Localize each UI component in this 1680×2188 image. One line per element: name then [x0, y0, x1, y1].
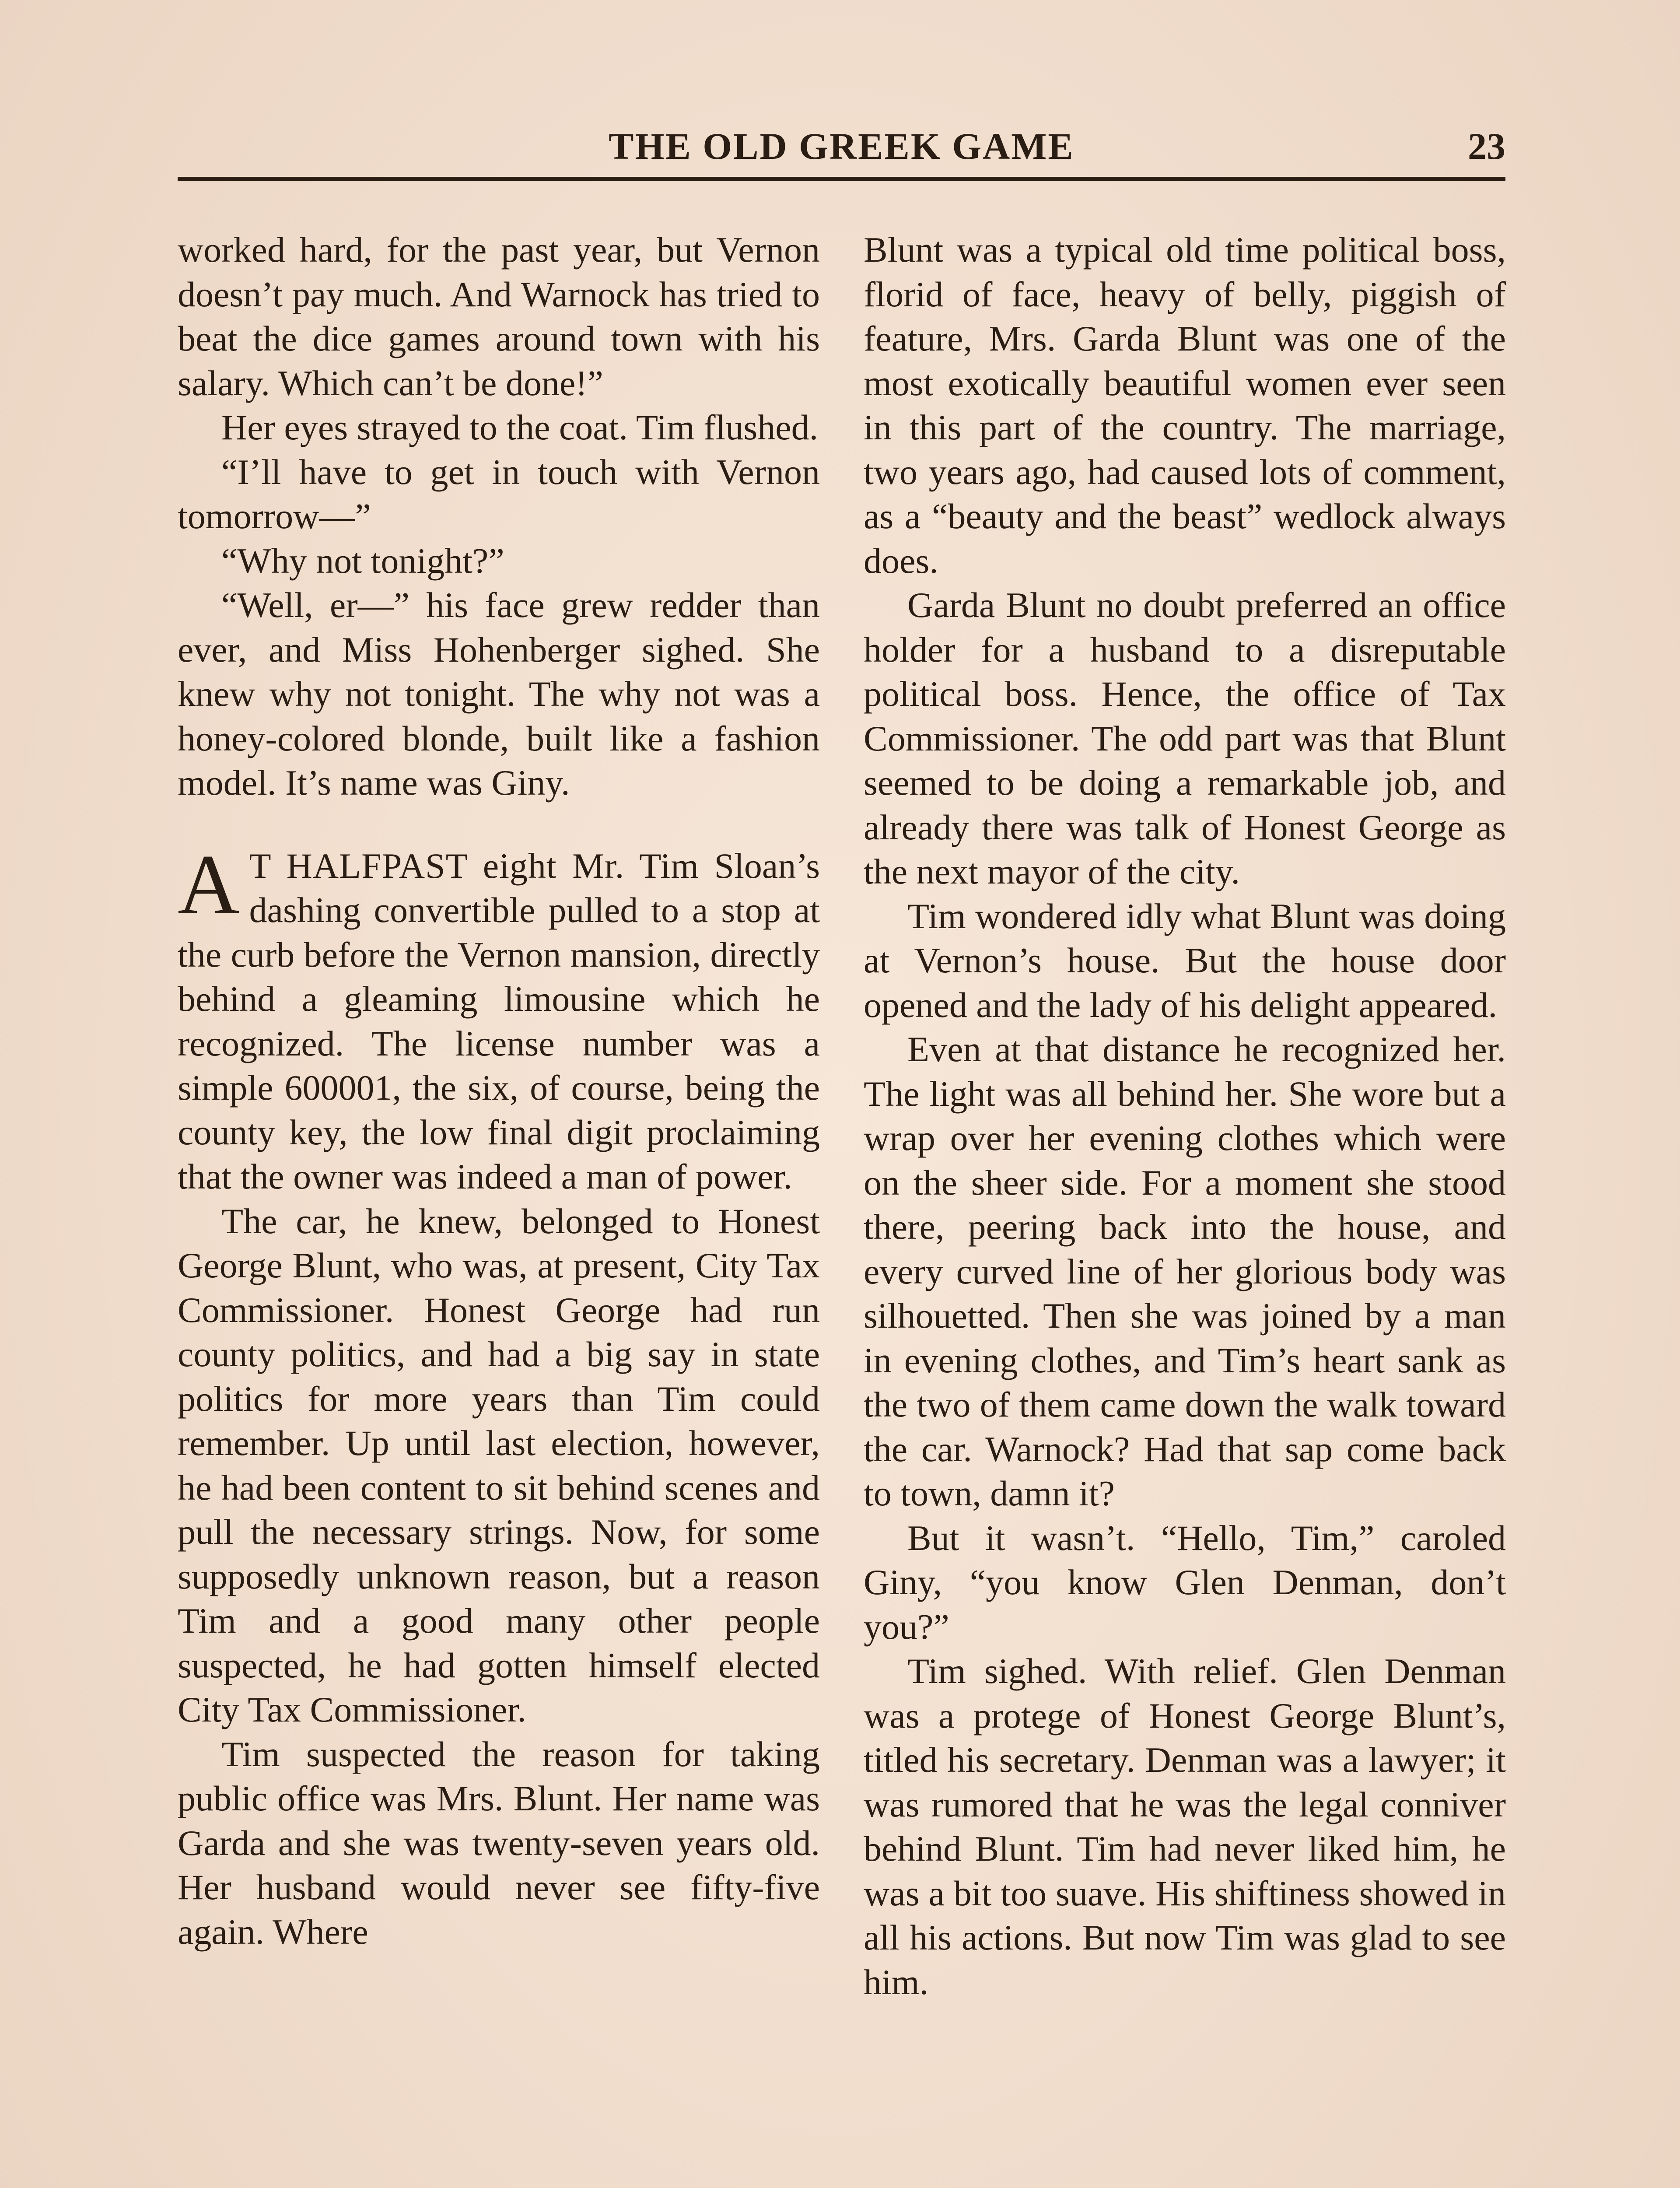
paragraph: The car, he knew, belonged to Honest George Blunt, who was, at present, City Tax Commissioner. Honest George had run county politics, and had a big say in state politics for more years than Tim could remember. Up until last election, however, he had been content to sit behind scenes and pull the necessary strings. Now, for some supposedly unknown reason, but a reason Tim and a good many other people suspected, he had gotten himself elected City Tax Commissioner. — [178, 1201, 820, 1729]
section-lead-in: T HALFPAST eight Mr. Tim — [249, 845, 700, 886]
paragraph: Blunt was a typical old time political boss, florid of face, heavy of belly, piggish of feature, Mrs. Garda Blunt was one of the most exotically beautiful women ever seen in this part of the country. The marriage, two years ago, had caused lots of comment, as a “beauty and the beast” wedlock always does. — [864, 230, 1506, 581]
paragraph: “I’ll have to get in touch with Vernon tomorrow—” — [178, 452, 820, 536]
paragraph: But it wasn’t. “Hello, Tim,” caroled Giny, “you know Glen Denman, don’t you?” — [864, 1518, 1506, 1647]
drop-cap: A — [178, 837, 240, 932]
paragraph-text: Sloan’s dashing convertible pulled to a stop at the curb before the Vernon mansion, directly behind a gleaming limousine which he recognized. The license number was a simple 600001, the six, of course, being the county key, the low final digit proclaiming that the owner was indeed a man of power. — [178, 845, 820, 1196]
paragraph: “Well, er—” his face grew redder than ever, and Miss Hohenberger sighed. She knew why not tonight. The why not was a honey-colored blonde, built like a fashion model. It’s name was Giny. — [178, 585, 820, 803]
right-column — [864, 228, 1506, 2004]
section-opening-paragraph — [178, 837, 820, 1199]
paragraph: Tim suspected the reason for taking public office was Mrs. Blunt. Her name was Garda and she was twenty-seven years old. Her husband would never see fifty-five again. Where — [178, 1734, 820, 1952]
paragraph: worked hard, for the past year, but Vernon doesn’t pay much. And Warnock has tried to beat the dice games around town with his salary. Which can’t be done!” — [178, 230, 820, 403]
paragraph: Tim sighed. With relief. Glen Denman was a protege of Honest George Blunt’s, titled his secretary. Denman was a lawyer; it was rumored that he was the legal conniver behind Blunt. Tim had never liked him, he was a bit too suave. His shiftiness showed in all his actions. But now Tim was glad to see him. — [864, 1651, 1506, 2002]
left-column — [178, 228, 820, 1954]
header-rule — [178, 177, 1505, 181]
paragraph: Garda Blunt no doubt preferred an office holder for a husband to a disreputable political boss. Hence, the office of Tax Commissioner. The odd part was that Blunt seemed to be doing a remarkable job, and already there was talk of Honest George as the next mayor of the city. — [864, 585, 1506, 891]
page-number: 23 — [1468, 125, 1505, 167]
running-head — [178, 115, 1505, 185]
paragraph: Tim wondered idly what Blunt was doing at Vernon’s house. But the house door opened and the lady of his delight appeared. — [864, 896, 1506, 1025]
running-title: THE OLD GREEK GAME — [609, 125, 1074, 167]
paragraph: “Why not tonight?” — [221, 540, 504, 581]
paragraph: Even at that distance he recognized her. The light was all behind her. She wore but a wrap over her evening clothes which were on the sheer side. For a moment she stood there, peering back into the house, and every curved line of her glorious body was silhouetted. Then she was joined by a man in evening clothes, and Tim’s heart sank as the two of them came down the walk toward the car. Warnock? Had that sap come back to town, damn it? — [864, 1029, 1506, 1513]
paragraph: Her eyes strayed to the coat. Tim flushed. — [221, 407, 819, 447]
